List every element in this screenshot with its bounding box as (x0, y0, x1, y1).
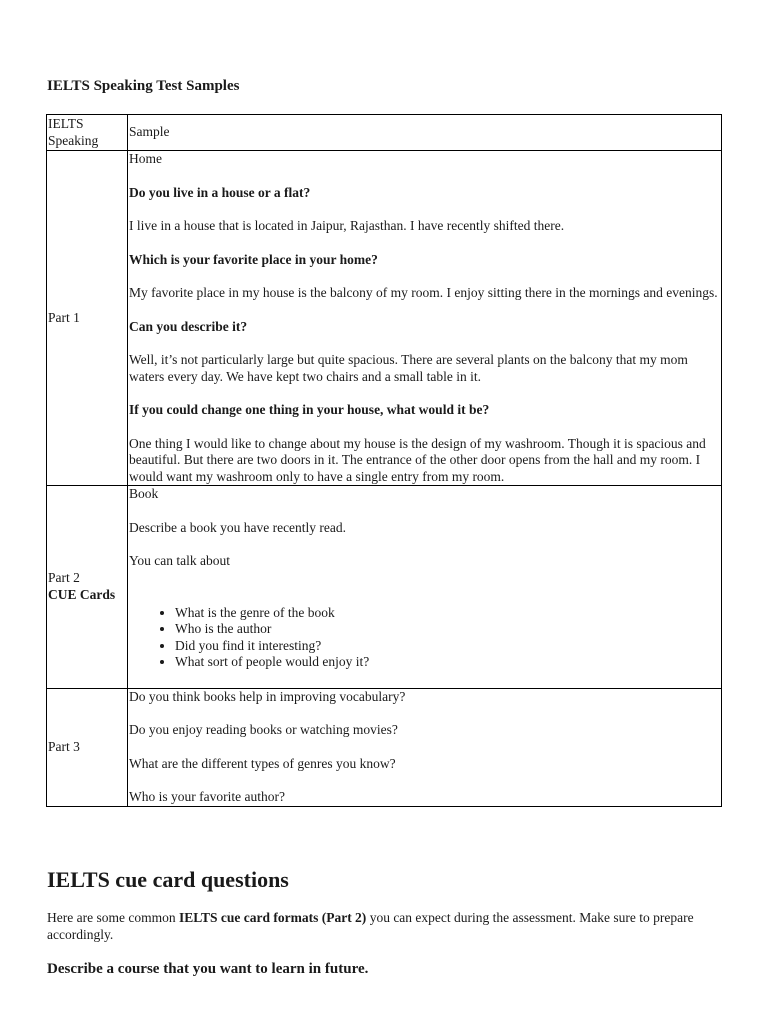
speaking-samples-table (46, 114, 722, 807)
part1-question-2: Which is your favorite place in your home? (129, 251, 378, 267)
header-col1-line1: IELTS (48, 116, 84, 131)
part2-prompt: Describe a book you have recently read. (129, 519, 347, 535)
part3-content (128, 688, 722, 806)
list-item: • What sort of people would enjoy it? (175, 654, 720, 671)
section-title: IELTS Speaking Test Samples (47, 78, 240, 94)
part2-label-line1: Part 2 (48, 570, 80, 586)
intro-text-bold: IELTS cue card formats (Part 2) (178, 910, 367, 925)
list-item: • What is the genre of the book (175, 605, 720, 622)
table-header-row (47, 115, 722, 151)
part1-question-1: Do you live in a house or a flat? (129, 184, 311, 200)
intro-text-before: Here are some common (47, 910, 179, 925)
part3-question-3: What are the different types of genres you know? (129, 755, 396, 771)
table-row-part2 (47, 486, 722, 689)
part3-question-2: Do you enjoy reading books or watching movies? (129, 722, 398, 737)
part1-answer-3: Well, it’s not particularly large but quite spacious. There are several plants on the balcony that my mom waters every day. We have kept two chairs and a small table in it. (129, 352, 688, 384)
part2-content (128, 486, 722, 689)
part2-topic: Book (129, 486, 159, 501)
list-item: • Who is the author (175, 621, 720, 638)
list-item: • Did you find it interesting? (175, 638, 720, 655)
part2-label (47, 486, 128, 689)
course-subheading: Describe a course that you want to learn in future. (47, 961, 369, 977)
part1-label: Part 1 (47, 151, 128, 486)
part3-question-1: Do you think books help in improving vocabulary? (129, 688, 406, 704)
header-cell-ielts-speaking (47, 115, 128, 151)
part2-bullet-list (129, 605, 720, 671)
part1-topic: Home (129, 151, 162, 166)
table-row-part1 (47, 151, 722, 486)
cue-card-heading: IELTS cue card questions (47, 867, 289, 892)
table-row-part3 (47, 688, 722, 806)
intro-text-after: you can expect during the assessment. Make sure to prepare accordingly. (47, 910, 694, 942)
part1-answer-4: One thing I would like to change about my house is the design of my washroom. Though it is spacious and beautiful. But there are two doors in it. The entrance of the other door opens from the hall and my room. I would want my washroom only to have a single entry from my room. (129, 435, 706, 484)
part1-question-4: If you could change one thing in your house, what would it be? (129, 402, 490, 417)
part1-answer-1: I live in a house that is located in Jaipur, Rajasthan. I have recently shifted there. (129, 218, 565, 233)
header-cell-sample: Sample (128, 115, 722, 151)
part1-question-3: Can you describe it? (129, 318, 248, 334)
cue-card-intro (47, 909, 727, 943)
part2-talk-about: You can talk about (129, 553, 230, 568)
part2-label-line2: CUE Cards (48, 586, 116, 602)
part1-answer-2: My favorite place in my house is the balcony of my room. I enjoy sitting there in the mornings and evenings. (129, 285, 718, 300)
header-col1-line2: Speaking (48, 132, 99, 148)
part1-content (128, 151, 722, 486)
part3-label: Part 3 (47, 688, 128, 806)
part3-question-4: Who is your favorite author? (129, 789, 285, 804)
